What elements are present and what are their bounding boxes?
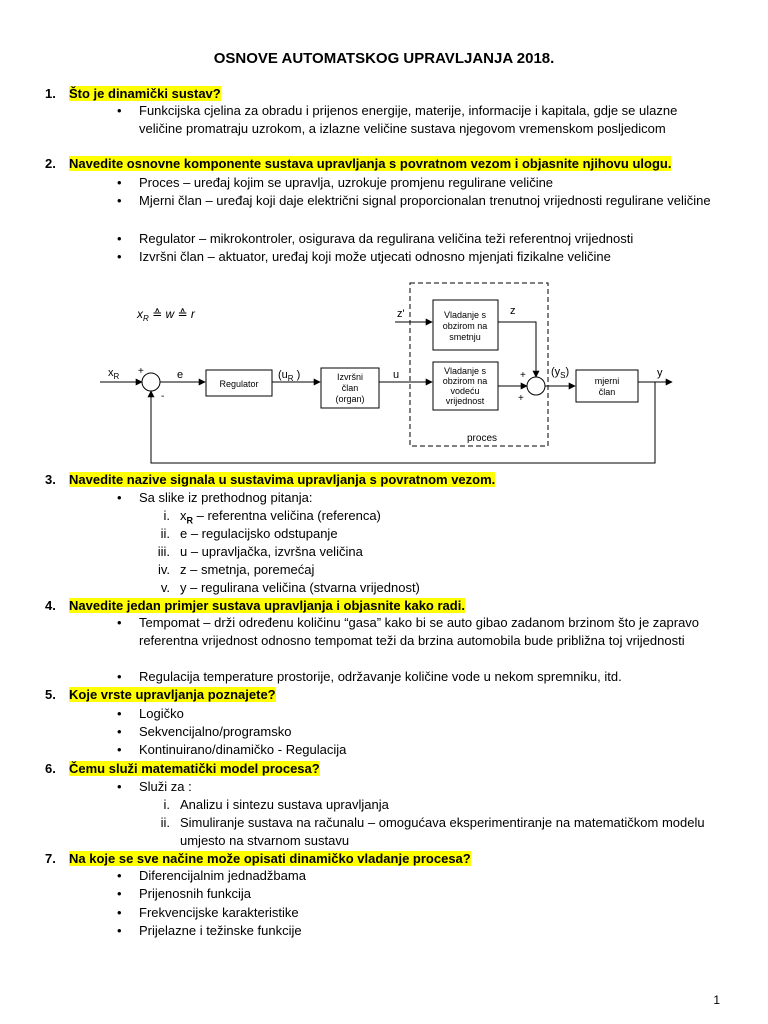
question-7: 7. Na koje se sve načine može opisati dinamičko vladanje procesa? [45, 851, 471, 866]
answer-bullet: • Regulator – mikrokontroler, osigurava da regulirana veličina teži referentnoj vrijednosti [139, 230, 719, 248]
answer-bullet: • Proces – uređaj kojim se upravlja, uzrokuje promjenu regulirane veličine [139, 174, 719, 192]
answer-bullet: • Frekvencijske karakteristike [139, 904, 719, 922]
sensor-label: član [598, 387, 616, 397]
question-1: 1. Što je dinamički sustav? [45, 86, 221, 101]
y-label: y [657, 367, 663, 379]
signal-line [498, 322, 536, 377]
answer-bullet: • Sa slike iz prethodnog pitanja: [139, 489, 719, 507]
document-page: OSNOVE AUTOMATSKOG UPRAVLJANJA 2018. 1. Što je dinamički sustav? • Funkcijska cjelina za obradu i prijenos energije, materije, informacije i kapitala, gdje se ulazne veličine promatraju uzrokom, a izlazne veličine sustava njegovom vremenskom posljedicom 2. Navedite osnovne komponente sustava upravljanja s povratnom vezom i objasnite njihovu ulogu. • Proces – uređaj kojim se upravlja, uzrokuje promjenu regulirane veličine • Mjerni član – uređaj koji daje električni signal proporcionalan trenutnoj vrijednosti regulirane veličine • Regulator – mikrokontroler, osigurava da regulirana veličina teži referentnoj vrijednosti • Izvršni član – aktuator, uređaj koji može utjecati odnosno mjenjati fizikalne veličine $x_R$ ≙ w ≙ r proces $x_R$ + - e Regulator ($u_R$ ) Izvršni član (organ) u z' Vladanje s obzirom na smetnju Vladanje s obzirom na vodeću vrijednost z + + $(y_S)$ mjerni član y 3. Navedite nazive signala u sustavima upravljanja s povratnom vezom. • Sa slike iz prethodnog pitanja: i. $x_R$ – referentna veličina (referenca) ii. e – regulacijsko odstupanje iii. u – upravljačka, izvršna veličina iv. z – smetnja, poremećaj v. y – regulirana veličina (stvarna vrijednost) 4. Navedite jedan primjer sustava upravljanja i objasnite kako radi. • Tempomat – drži određenu količinu “gasa” kako bi se auto gibao zadanom brzinom što je zapravo referentna vrijednost odnosno tempomat teži da brzina automobila bude približna toj vrijednosti • Regulacija temperature prostorije, održavanje količine vode u nekom spremniku, itd. 5. Koje vrste upravljanja poznajete? • Logičko • Sekvencijalno/programsko • Kontinuirano/dinamičko - Regulacija 6. Čemu služi matematički model procesa? • Služi za : i. Analizu i sintezu sustava upravljanja ii. Simuliranje sustava na računalu – omogućava eksperimentiranje na matematičkom modelu umjesto na stvarnom sustavu 7. Na koje se sve načine može opisati dinamičko vladanje procesa? • Diferencijalnim jednadžbama • Prijenosnih funkcija • Frekvencijske karakteristike • Prijelazne i težinske funkcije 1 [0, 0, 768, 1024]
disturbance-label: Vladanje s [443, 310, 487, 320]
question-6: 6. Čemu služi matematički model procesa? [45, 761, 320, 776]
process-label: proces [467, 433, 498, 444]
answer-bullet: • Mjerni član – uređaj koji daje električni signal proporcionalan trenutnoj vrijednosti regulirane veličine [139, 192, 719, 210]
sensor-label: mjerni [594, 376, 620, 386]
answer-bullet: • Kontinuirano/dinamičko - Regulacija [139, 741, 719, 759]
question-5: 5. Koje vrste upravljanja poznajete? [45, 687, 276, 702]
u-label: u [393, 369, 400, 381]
regulator-label: Regulator [219, 379, 259, 389]
reference-response-label: vrijednost [445, 396, 485, 406]
question-3: 3. Navedite nazive signala u sustavima upravljanja s povratnom vezom. [45, 472, 496, 487]
question-2: 2. Navedite osnovne komponente sustava upravljanja s povratnom vezom i objasnite njihovu ulogu. [45, 156, 672, 171]
xr-label: $x_R$ [108, 367, 120, 381]
answer-bullet: • Diferencijalnim jednadžbama [139, 867, 719, 885]
actuator-label: (organ) [335, 394, 365, 404]
answer-bullet: • Prijelazne i težinske funkcije [139, 922, 719, 940]
answer-bullet: • Tempomat – drži određenu količinu “gasa” kako bi se auto gibao zadanom brzinom što je zapravo referentna vrijednost odnosno tempomat teži da brzina automobila bude približna toj vrijednosti [139, 614, 719, 650]
reference-response-label: obzirom na [442, 376, 488, 386]
minus-sign: - [161, 391, 165, 402]
summing-junction-1 [142, 373, 160, 391]
disturbance-label: obzirom na [442, 321, 488, 331]
equation-label: $x_R$ ≙ w ≙ r [137, 307, 195, 323]
plus-sign: + [520, 370, 526, 381]
page-number: 1 [713, 993, 720, 1007]
answer-bullet: • Sekvencijalno/programsko [139, 723, 719, 741]
z-prime-label: z' [397, 308, 405, 320]
summing-junction-2 [527, 377, 545, 395]
answer-bullet: • Funkcijska cjelina za obradu i prijenos energije, materije, informacije i kapitala, gdje se ulazne veličine promatraju uzrokom, a izlazne veličine sustava njegovom vremenskom posljedicom [139, 102, 719, 138]
answer-bullet: • Regulacija temperature prostorije, održavanje količine vode u nekom spremniku, itd. [139, 668, 719, 686]
question-4: 4. Navedite jedan primjer sustava upravljanja i objasnite kako radi. [45, 598, 465, 613]
ys-label: $(y_S)$ [551, 366, 570, 380]
disturbance-label: smetnju [449, 332, 481, 342]
answer-bullet: • Služi za : [139, 778, 719, 796]
reference-response-label: vodeću [450, 386, 480, 396]
plus-sign: + [518, 393, 524, 404]
e-label: e [177, 369, 184, 381]
answer-bullet: • Prijenosnih funkcija [139, 885, 719, 903]
plus-sign: + [138, 366, 144, 377]
ur-label: ($u_R$ ) [278, 369, 301, 383]
z-label: z [510, 305, 516, 317]
actuator-label: član [341, 383, 359, 393]
actuator-label: Izvršni [336, 372, 364, 382]
document-title: OSNOVE AUTOMATSKOG UPRAVLJANJA 2018. [213, 50, 555, 67]
feedback-loop-diagram [95, 280, 675, 470]
answer-bullet: • Logičko [139, 705, 719, 723]
sensor-block [576, 370, 638, 402]
reference-response-label: Vladanje s [443, 366, 487, 376]
answer-bullet: • Izvršni član – aktuator, uređaj koji može utjecati odnosno mjenjati fizikalne veličine [139, 248, 719, 266]
